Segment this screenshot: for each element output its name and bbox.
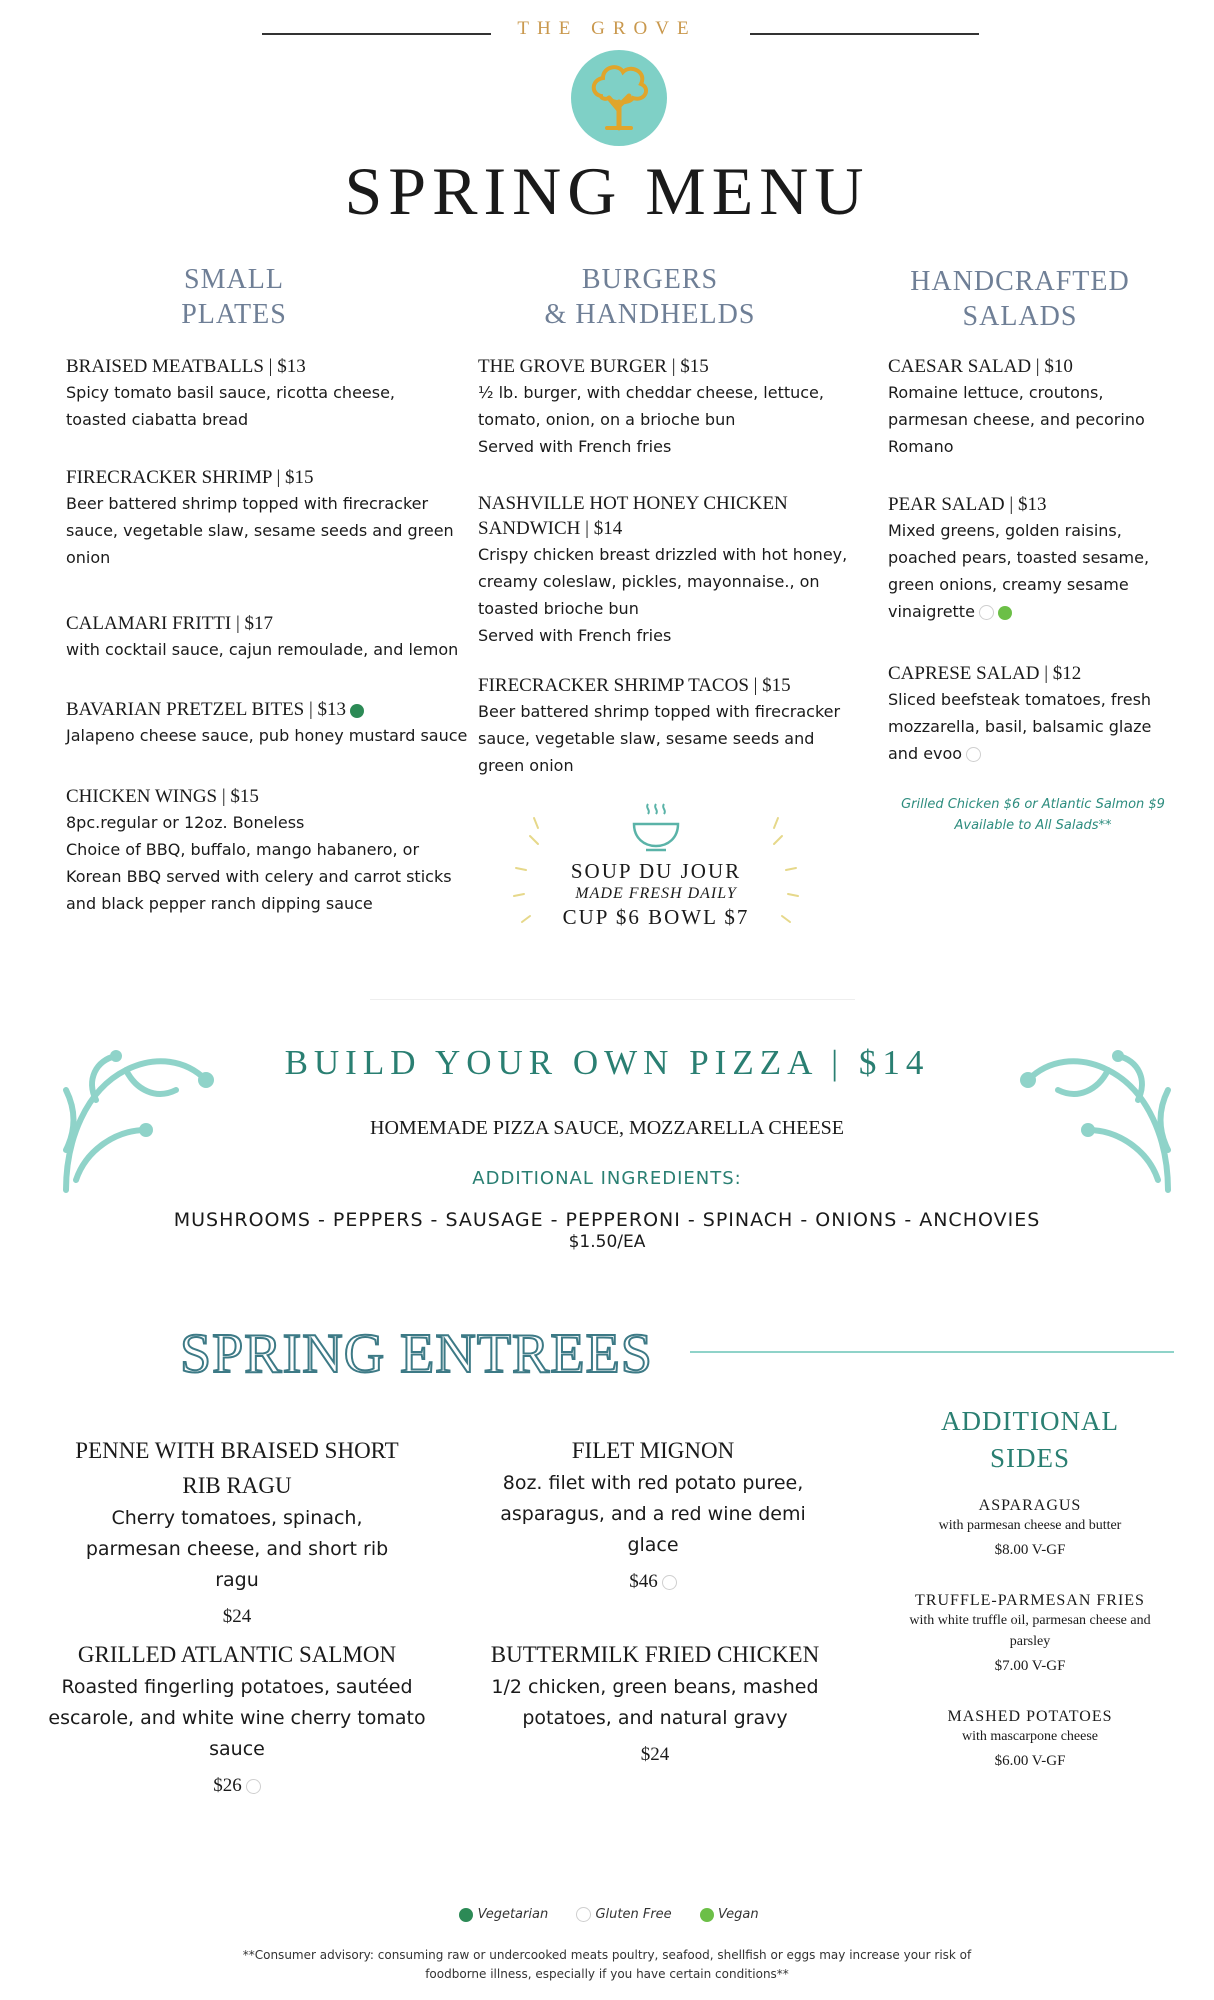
entree-price bbox=[42, 1775, 432, 1797]
burgers-heading bbox=[520, 262, 780, 332]
heading-line: ADDITIONAL bbox=[941, 1406, 1119, 1436]
menu-item bbox=[888, 492, 1158, 625]
vegetarian-icon bbox=[350, 704, 364, 718]
soup-du-jour bbox=[540, 858, 772, 930]
item-extra: Served with French fries bbox=[478, 626, 672, 645]
entree-desc: 1/2 chicken, green beans, mashed potatoes, and natural gravy bbox=[491, 1676, 819, 1729]
item-desc: Spicy tomato basil sauce, ricotta cheese, toasted ciabatta bread bbox=[66, 383, 396, 429]
advisory-line: foodborne illness, especially if you have certain conditions** bbox=[425, 1967, 789, 1981]
menu-item bbox=[66, 784, 466, 917]
pizza-topping-price: $1.50/EA bbox=[568, 1232, 646, 1252]
item-name-text: BAVARIAN PRETZEL BITES | $13 bbox=[66, 699, 347, 720]
legend-vegan bbox=[696, 1907, 759, 1922]
soup-price: CUP $6 BOWL $7 bbox=[562, 905, 750, 929]
item-desc: with cocktail sauce, cajun remoulade, and lemon bbox=[66, 640, 459, 659]
legend-label: Vegan bbox=[717, 1907, 759, 1922]
entree-price: $24 bbox=[222, 1606, 252, 1627]
vegan-icon bbox=[998, 606, 1012, 620]
side-item bbox=[890, 1592, 1170, 1675]
note-line: Available to All Salads** bbox=[954, 818, 1112, 833]
entree-item bbox=[42, 1433, 432, 1628]
entrees-heading: SPRING ENTREES bbox=[180, 1323, 653, 1385]
legend-label: Gluten Free bbox=[595, 1907, 672, 1922]
side-desc: with white truffle oil, parmesan cheese and parsley bbox=[909, 1613, 1151, 1649]
item-name: BRAISED MEATBALLS | $13 bbox=[66, 356, 306, 377]
gluten-free-icon bbox=[979, 605, 994, 620]
tree-logo-icon bbox=[571, 50, 667, 146]
heading-line: SIDES bbox=[989, 1443, 1070, 1473]
item-name: CAPRESE SALAD | $12 bbox=[888, 663, 1082, 684]
pizza-additional-label: ADDITIONAL INGREDIENTS: bbox=[472, 1168, 742, 1189]
item-name: NASHVILLE HOT HONEY CHICKEN SANDWICH | $14 bbox=[478, 493, 788, 539]
item-extra: Served with French fries bbox=[478, 437, 672, 456]
item-desc: Choice of BBQ, buffalo, mango habanero, or Korean BBQ served with celery and carrot sticks and black pepper ranch dipping sauce bbox=[66, 840, 452, 913]
legend-label: Vegetarian bbox=[477, 1907, 549, 1922]
item-name: FIRECRACKER SHRIMP TACOS | $15 bbox=[478, 675, 791, 696]
menu-item bbox=[66, 611, 466, 663]
gluten-free-icon bbox=[246, 1779, 261, 1794]
item-name: CHICKEN WINGS | $15 bbox=[66, 786, 259, 807]
menu-item bbox=[66, 465, 456, 571]
menu-item bbox=[478, 673, 858, 779]
note-line: Grilled Chicken $6 or Atlantic Salmon $9 bbox=[901, 797, 1165, 812]
entree-price bbox=[478, 1571, 828, 1593]
entree-desc: Cherry tomatoes, spinach, parmesan cheese, and short rib ragu bbox=[85, 1507, 389, 1591]
item-name: CALAMARI FRITTI | $17 bbox=[66, 613, 273, 634]
item-desc: Crispy chicken breast drizzled with hot honey, creamy coleslaw, pickles, mayonnaise., on toasted brioche bun bbox=[478, 545, 848, 618]
item-desc bbox=[888, 517, 1158, 625]
side-item bbox=[890, 1497, 1170, 1559]
item-desc-text: Mixed greens, golden raisins, poached pears, toasted sesame, green onions, creamy sesame vinaigrette bbox=[888, 521, 1150, 621]
side-name: MASHED POTATOES bbox=[947, 1708, 1113, 1725]
side-price: $7.00 V-GF bbox=[994, 1658, 1066, 1674]
salad-addon-note bbox=[893, 794, 1173, 836]
gluten-free-icon bbox=[966, 747, 981, 762]
side-price: $6.00 V-GF bbox=[994, 1753, 1066, 1769]
pizza-toppings: MUSHROOMS - PEPPERS - SAUSAGE - PEPPERONI - SPINACH - ONIONS - ANCHOVIES bbox=[173, 1209, 1041, 1231]
item-desc: Jalapeno cheese sauce, pub honey mustard sauce bbox=[66, 726, 468, 745]
entree-name: FILET MIGNON bbox=[571, 1438, 735, 1463]
pizza-heading: BUILD YOUR OWN PIZZA | $14 bbox=[284, 1043, 930, 1082]
entrees-rule bbox=[690, 1351, 1174, 1353]
heading-line: SMALL bbox=[184, 264, 284, 295]
heading-line: BURGERS bbox=[581, 264, 719, 295]
item-desc: Romaine lettuce, croutons, parmesan cheese, and pecorino Romano bbox=[888, 383, 1145, 456]
legend-gluten-free bbox=[572, 1907, 671, 1922]
entree-item bbox=[470, 1637, 840, 1766]
item-name: PEAR SALAD | $13 bbox=[888, 494, 1047, 515]
item-name: FIRECRACKER SHRIMP | $15 bbox=[66, 467, 314, 488]
brand-name: THE GROVE bbox=[517, 18, 697, 39]
entree-item bbox=[42, 1637, 432, 1797]
section-divider bbox=[370, 999, 855, 1000]
soup-title: SOUP DU JOUR bbox=[570, 859, 742, 883]
side-name: ASPARAGUS bbox=[978, 1497, 1082, 1514]
side-item bbox=[890, 1708, 1170, 1770]
item-desc: Beer battered shrimp topped with firecracker sauce, vegetable slaw, sesame seeds and green onion bbox=[66, 494, 454, 567]
gluten-free-icon bbox=[576, 1907, 591, 1922]
entree-price: $24 bbox=[640, 1744, 670, 1765]
item-name bbox=[66, 697, 476, 722]
entree-price-text: $46 bbox=[629, 1571, 658, 1592]
entree-item bbox=[478, 1433, 828, 1593]
advisory-line: **Consumer advisory: consuming raw or undercooked meats poultry, seafood, shellfish or eggs may increase your risk of bbox=[242, 1948, 972, 1962]
item-desc: ½ lb. burger, with cheddar cheese, lettuce, tomato, onion, on a brioche bun bbox=[478, 383, 824, 429]
consumer-advisory bbox=[170, 1946, 1044, 1984]
side-desc: with parmesan cheese and butter bbox=[938, 1518, 1122, 1533]
menu-item bbox=[66, 697, 476, 749]
entree-name: PENNE WITH BRAISED SHORT RIB RAGU bbox=[75, 1438, 399, 1498]
dietary-legend bbox=[0, 1907, 1214, 1922]
menu-item bbox=[478, 354, 858, 460]
pizza-base: HOMEMADE PIZZA SAUCE, MOZZARELLA CHEESE bbox=[370, 1117, 844, 1139]
side-desc: with mascarpone cheese bbox=[961, 1729, 1099, 1744]
item-desc: 8pc.regular or 12oz. Boneless bbox=[66, 813, 305, 832]
menu-item bbox=[888, 354, 1158, 460]
heading-line: HANDCRAFTED bbox=[910, 266, 1130, 297]
heading-line: & HANDHELDS bbox=[544, 299, 756, 330]
item-desc bbox=[888, 686, 1158, 767]
side-name: TRUFFLE-PARMESAN FRIES bbox=[915, 1592, 1145, 1609]
item-name: THE GROVE BURGER | $15 bbox=[478, 356, 709, 377]
page-title: SPRING MENU bbox=[344, 153, 870, 229]
entree-price-text: $26 bbox=[213, 1775, 242, 1796]
vegan-icon bbox=[700, 1908, 714, 1922]
heading-line: SALADS bbox=[962, 301, 1078, 332]
gluten-free-icon bbox=[662, 1575, 677, 1590]
entree-desc: Roasted fingerling potatoes, sautéed escarole, and white wine cherry tomato sauce bbox=[48, 1676, 426, 1760]
soup-subtitle: MADE FRESH DAILY bbox=[575, 885, 737, 902]
item-desc-text: Sliced beefsteak tomatoes, fresh mozzarella, basil, balsamic glaze and evoo bbox=[888, 690, 1152, 763]
legend-vegetarian bbox=[455, 1907, 548, 1922]
entree-name: BUTTERMILK FRIED CHICKEN bbox=[490, 1642, 820, 1667]
small-plates-heading bbox=[134, 262, 334, 332]
menu-item bbox=[888, 661, 1158, 767]
salads-heading bbox=[890, 264, 1150, 334]
item-desc: Beer battered shrimp topped with firecracker sauce, vegetable slaw, sesame seeds and green onion bbox=[478, 702, 841, 775]
menu-item bbox=[66, 354, 456, 433]
entree-name: GRILLED ATLANTIC SALMON bbox=[77, 1642, 397, 1667]
entree-desc: 8oz. filet with red potato puree, asparagus, and a red wine demi glace bbox=[500, 1472, 806, 1556]
item-name: CAESAR SALAD | $10 bbox=[888, 356, 1073, 377]
heading-line: PLATES bbox=[181, 299, 287, 330]
sides-heading bbox=[890, 1403, 1170, 1477]
menu-item bbox=[478, 491, 858, 649]
side-price: $8.00 V-GF bbox=[994, 1542, 1066, 1558]
vegetarian-icon bbox=[459, 1908, 473, 1922]
